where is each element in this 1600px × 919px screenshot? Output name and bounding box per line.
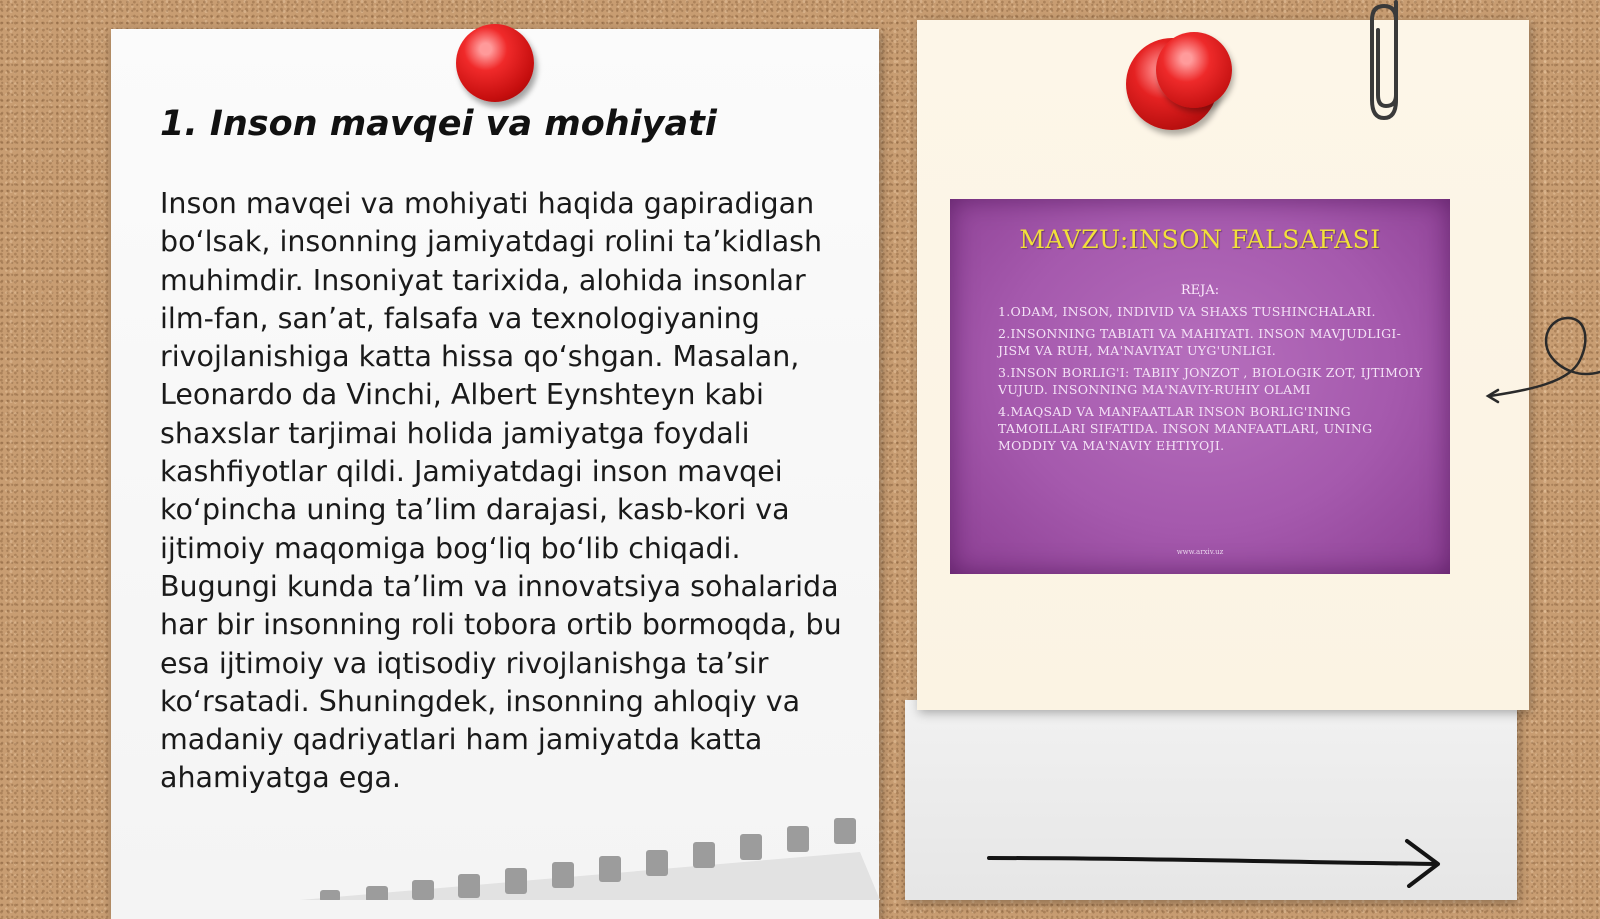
body-paragraph: Inson mavqei va mohiyati haqida gapiradigan boʻlsak, insonning jamiyatdagi rolini taʼkidlash muhimdir. Insoniyat tarixida, alohida insonlar ilm-fan, sanʼat, falsafa va texnologiyaning rivojlanishiga katta hissa qoʻshgan. Masalan, Leonardo da Vinchi, Albert Eynshteyn kabi shaxslar tarjimai holida jamiyatga foydali kashfiyotlar qildi. Jamiyatdagi inson mavqei koʻpincha uning taʼlim darajasi, kasb-kori va ijtimoiy maqomiga bogʻliq boʻlib chiqadi. Bugungi kunda taʼlim va innovatsiya sohalarida har bir insonning roli tobora ortib bormoqda, bu esa ijtimoiy va iqtisodiy rivojlanishga taʼsir koʻrsatadi. Shuningdek, insonning ahloqiy va madaniy qadriyatlari ham jamiyatda katta ahamiyatga ega. — [160, 187, 842, 795]
slide-plan-list — [998, 303, 1428, 459]
list-item: 2.INSONNING TABIATI VA MAHIYATI. INSON MAVJUDLIGI- JISM VA RUH, MA'NAVIYAT UYG'UNLIGI. — [998, 326, 1402, 358]
push-pin-icon — [1156, 32, 1232, 108]
slide-plan-heading: REJA: — [1180, 283, 1220, 298]
arrow-right-icon — [985, 838, 1450, 888]
slide-title: MAVZU:INSON FALSAFASI — [1019, 225, 1381, 254]
page-title: 1. Inson mavqei va mohiyati — [160, 104, 717, 144]
push-pin-icon — [456, 24, 534, 102]
list-item: 4.MAQSAD VA MANFAATLAR INSON BORLIG'INING TAMOILLARI SIFATIDA. INSON MANFAATLARI, UNING MODDIY VA MA'NAVIY EHTIYOJI. — [998, 404, 1373, 453]
torn-edge-decoration — [300, 800, 880, 900]
slide-image — [950, 199, 1450, 574]
slide-footer: www.arxiv.uz — [1176, 548, 1224, 556]
curl-arrow-icon — [1480, 310, 1600, 410]
paper-clip-icon — [1368, 0, 1418, 130]
list-item: 1.ODAM, INSON, INDIVID VA SHAXS TUSHINCHALARI. — [998, 304, 1376, 319]
list-item: 3.INSON BORLIG'I: TABIIY JONZOT , BIOLOGIK ZOT, IJTIMOIY VUJUD. INSONNING MA'NAVIY-RUHIY OLAMI — [998, 365, 1423, 397]
